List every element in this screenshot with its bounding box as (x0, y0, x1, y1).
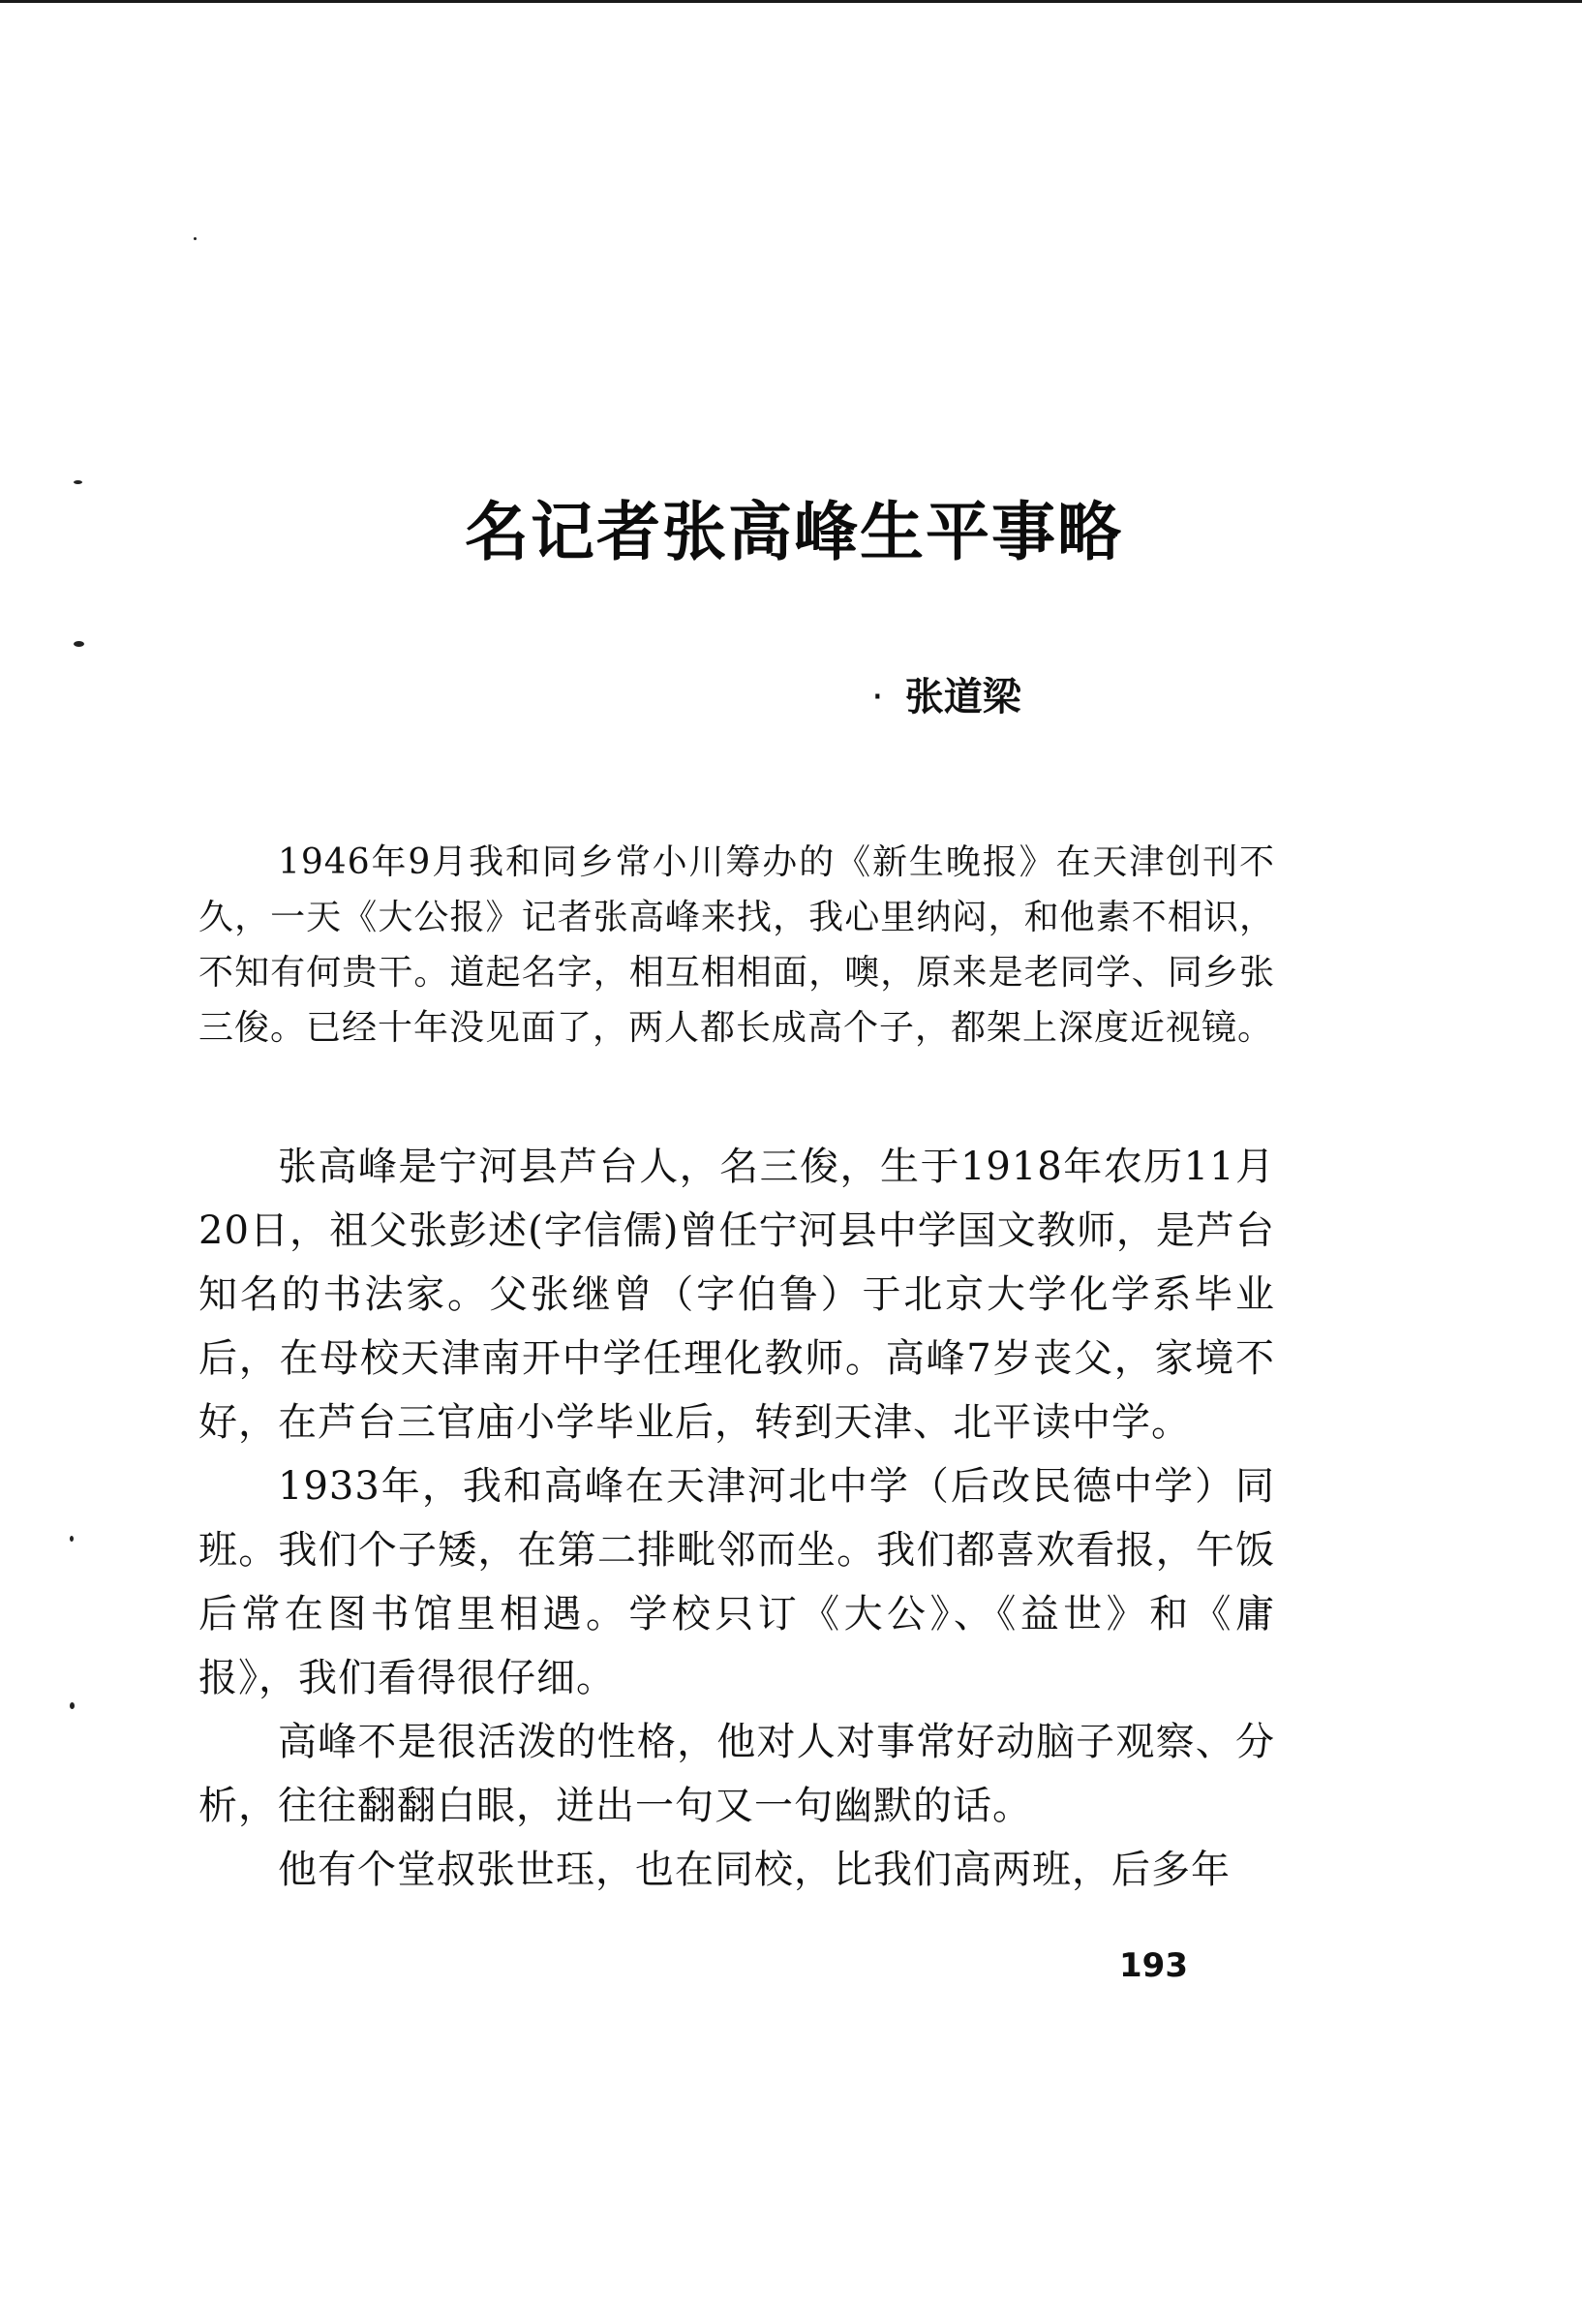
scan-speck (74, 641, 84, 647)
byline-marker: · (871, 675, 884, 719)
paragraph-5: 他有个堂叔张世珏，也在同校，比我们高两班，后多年 (278, 1848, 1231, 1892)
top-edge-rule (0, 0, 1582, 3)
scan-speck (70, 1702, 75, 1709)
page-number: 193 (1119, 1946, 1188, 1985)
paragraph-2: 张高峰是宁河县芦台人，名三俊，生于1918年农历11月20日，祖父张彭述(字信儒)曾任宁河县中学国文教师，是芦台知名的书法家。父张继曾（字伯鲁）于北京大学化学系毕业后，在母校天津南开中学任理化教师。高峰7岁丧父，家境不好，在芦台三官庙小学毕业后，转到天津、北平读中学。 (198, 1145, 1275, 1445)
author-name: 张道梁 (904, 675, 1021, 719)
byline (871, 668, 1021, 726)
paragraph-1: 1946年9月我和同乡常小川筹办的《新生晚报》在天津创刊不久，一天《大公报》记者张高峰来找，我心里纳闷，和他素不相识，不知有何贵干。道起名字，相互相相面，噢，原来是老同学、同乡张三俊。已经十年没见面了，两人都长成高个子，都架上深度近视镜。 (198, 842, 1275, 1048)
scan-speck (194, 237, 197, 240)
paragraph-4: 高峰不是很活泼的性格，他对人对事常好动脑子观察、分析，往往翻翻白眼，迸出一句又一句幽默的话。 (198, 1720, 1275, 1828)
scan-speck (74, 480, 82, 484)
paragraph-3: 1933年，我和高峰在天津河北中学（后改民德中学）同班。我们个子矮，在第二排毗邻而坐。我们都喜欢看报，午饭后常在图书馆里相遇。学校只订《大公》、《益世》和《庸报》，我们看得很仔细。 (198, 1464, 1275, 1700)
scan-speck (70, 1536, 74, 1542)
article-title: 名记者张高峰生平事略 (465, 495, 1123, 569)
